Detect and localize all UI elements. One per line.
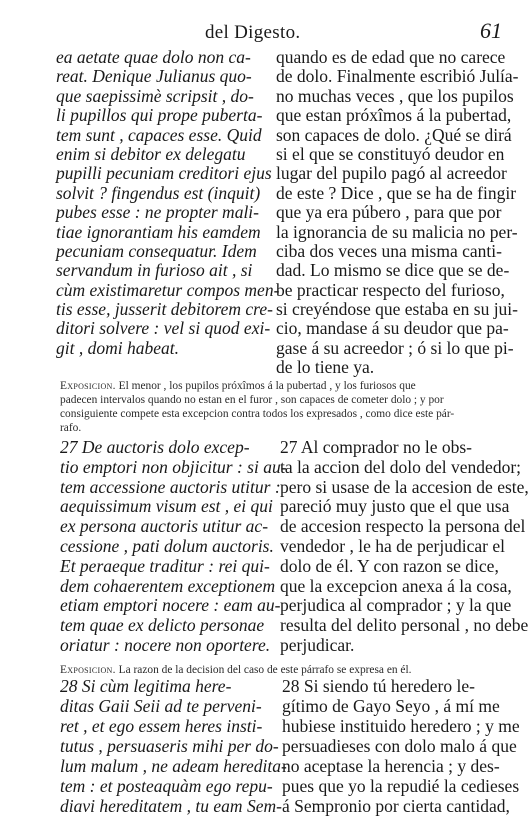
latin-line: etiam emptori nocere : eam au-	[60, 595, 281, 616]
latin-column-section3	[60, 676, 287, 816]
latin-line: aequissimum visum est , ei qui	[60, 496, 273, 517]
spanish-line: no aceptase la herencia ; y des-	[282, 756, 500, 776]
spanish-line: que ya era púbero , para que por	[276, 202, 502, 223]
latin-line: cùm existimaretur compos men-	[56, 279, 280, 300]
latin-line: ditas Gaii Seii ad te perveni-	[60, 696, 262, 716]
latin-line: tem accessione auctoris utitur :	[60, 476, 281, 497]
spanish-line: lugar del pupilo pagó al acreedor	[276, 163, 507, 184]
latin-line: lum malum , ne adeam heredita-	[60, 756, 287, 776]
page-number: 61	[480, 18, 502, 43]
spanish-line: cio, mandase á su deudor que pa-	[276, 318, 509, 339]
spanish-line: de este ? Dice , que se ha de fingir	[276, 182, 517, 203]
latin-line: tis esse, jusserit debitorem cre-	[56, 299, 273, 320]
spanish-line: pues que yo la repudié la cedieses	[282, 776, 520, 796]
spanish-line: vendedor , le ha de perjudicar el	[280, 535, 505, 556]
latin-line: reat. Denique Julianus quo-	[56, 66, 252, 87]
latin-line: tem : et posteaquàm ego repu-	[60, 776, 273, 796]
spanish-line: 27 Al comprador no le obs-	[280, 437, 472, 457]
latin-line: tem quae ex delicto personae	[60, 615, 265, 636]
spanish-column-section2	[280, 437, 529, 656]
exposicion-line: La razon de la decision del caso de este párrafo se expresa en él.	[118, 664, 412, 676]
spanish-line: quando es de edad que no carece	[276, 47, 506, 67]
spanish-line: ciba dos veces una misma canti-	[276, 240, 502, 261]
exposicion-line: padecen intervalos quando no estan en el furor , son capaces de cometer dolo ; y por	[60, 394, 444, 406]
latin-line: que saepissimè scripsit , do-	[56, 85, 254, 106]
latin-line: Et peraeque traditur : rei qui-	[60, 555, 270, 576]
exposicion-line: rafo.	[60, 422, 82, 434]
spanish-line: perjudicar.	[280, 634, 355, 655]
spanish-line: de accesion respecto la persona del	[280, 516, 526, 537]
running-header: del Digesto.	[205, 22, 301, 43]
latin-line: tio emptori non objicitur : si au-	[60, 456, 287, 477]
spanish-line: de lo tiene ya.	[276, 357, 375, 378]
spanish-line: gase á su acreedor ; ó si lo que pi-	[276, 337, 514, 358]
spanish-line: dad. Lo mismo se dice que se de-	[276, 260, 510, 281]
spanish-line: dolo de él. Y con razon se dice,	[280, 555, 499, 576]
latin-line: ex persona auctoris utitur ac-	[60, 516, 269, 537]
spanish-line: son capaces de dolo. ¿Qué se dirá	[276, 124, 512, 145]
latin-line: git , domi habeat.	[56, 337, 179, 358]
spanish-line: be practicar respecto del furioso,	[276, 279, 505, 300]
spanish-line: resulta del delito personal , no debe	[280, 615, 529, 636]
spanish-line: 28 Si siendo tú heredero le-	[282, 676, 475, 696]
latin-line: enim si debitor ex delegatu	[56, 143, 246, 164]
exposicion-line: consiguiente compete esta excepcion contra todos los expresados , como dice este pár-	[60, 408, 455, 420]
latin-line: li pupillos qui prope puberta-	[56, 105, 263, 126]
latin-line: 27 De auctoris dolo excep-	[60, 437, 250, 457]
spanish-line: que la excepcion anexa á la cosa,	[280, 575, 512, 596]
latin-line: tem sunt , capaces esse. Quid	[56, 124, 262, 145]
exposicion-note-section2	[60, 663, 480, 677]
spanish-line: si el que se constituyó deudor en	[276, 143, 505, 164]
spanish-line: á Sempronio por cierta cantidad,	[282, 796, 510, 816]
latin-line: diavi hereditatem , tu eam Sem-	[60, 796, 282, 816]
spanish-line: hubiese instituido heredero ; y me	[282, 716, 520, 736]
spanish-line: que estan próxîmos á la pubertad,	[276, 105, 512, 126]
latin-line: cessione , pati dolum auctoris.	[60, 535, 274, 556]
spanish-line: la ignorancia de su malicia no per-	[276, 221, 518, 242]
spanish-line: gítimo de Gayo Seyo , á mí me	[282, 696, 500, 716]
exposicion-label: Exposicion.	[60, 380, 116, 392]
latin-line: dem cohaerentem exceptionem	[60, 575, 276, 596]
latin-line: pecuniam consequatur. Idem	[56, 240, 257, 261]
spanish-line: perjudica al comprador ; y la que	[280, 595, 512, 616]
spanish-column-section3	[282, 676, 520, 816]
latin-line: oriatur : nocere non oportere.	[60, 634, 271, 655]
latin-column-section1	[56, 47, 280, 358]
spanish-line: pareció muy justo que el que usa	[280, 496, 510, 517]
latin-line: 28 Si cùm legitima here-	[60, 676, 232, 696]
latin-line: solvit ? fingendus est (inquit)	[56, 182, 261, 203]
exposicion-note-section1	[60, 379, 480, 435]
latin-line: tutus , persuaseris mihi per do-	[60, 736, 279, 756]
exposicion-line: El menor , los pupilos próxîmos á la pubertad , y los furiosos que	[118, 380, 416, 392]
latin-line: pupilli pecuniam creditori ejus	[56, 163, 272, 184]
latin-line: ret , et ego essem heres insti-	[60, 716, 263, 736]
spanish-line: si creyéndose que estaba en su jui-	[276, 299, 519, 320]
spanish-column-section1	[276, 47, 519, 378]
latin-line: ditori solvere : vel si quod exi-	[56, 318, 271, 339]
exposicion-label: Exposicion.	[60, 664, 116, 676]
spanish-line: de dolo. Finalmente escribió Julía-	[276, 66, 519, 87]
latin-line: servandum in furioso ait , si	[56, 260, 253, 281]
latin-line: tiae ignorantiam his eamdem	[56, 221, 261, 242]
spanish-line: pero si usase de la accesion de este,	[280, 476, 529, 497]
latin-line: pubes esse : ne propter mali-	[56, 202, 259, 223]
spanish-line: ta la accion del dolo del vendedor;	[280, 456, 522, 477]
latin-line: ea aetate quae dolo non ca-	[56, 47, 251, 67]
latin-column-section2	[60, 437, 287, 656]
spanish-line: persuadieses con dolo malo á que	[282, 736, 517, 756]
spanish-line: no muchas veces , que los pupilos	[276, 85, 514, 106]
